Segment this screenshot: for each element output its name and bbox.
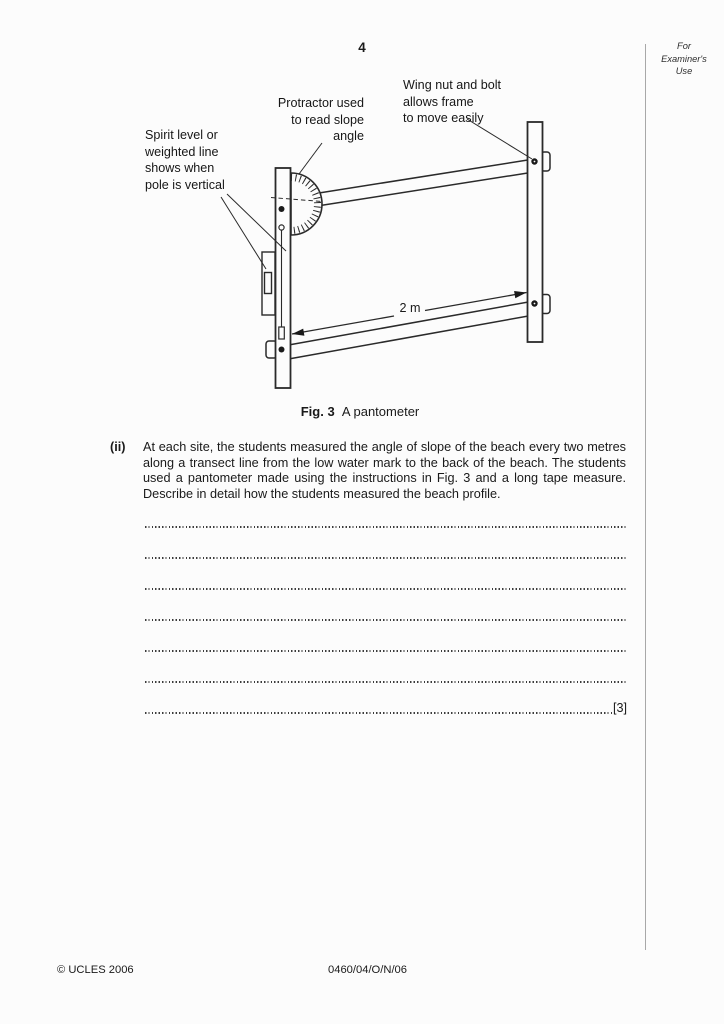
answer-line (145, 652, 627, 683)
pivot-bolt (279, 206, 285, 212)
question-number: (ii) (110, 440, 126, 454)
examiner-note-line: Examiner's (661, 53, 707, 64)
label-line: pole is vertical (145, 177, 225, 192)
plumb-anchor (279, 225, 284, 230)
footer-copyright: © UCLES 2006 (57, 964, 134, 976)
leader-line-spirit-level (221, 197, 266, 269)
answer-dotted-rule (145, 557, 627, 559)
answer-dotted-rule (145, 650, 627, 652)
leader-line-protractor (299, 143, 322, 174)
label-line: Wing nut and bolt (403, 78, 502, 92)
label-wing-nut (403, 77, 533, 127)
label-line: weighted line (145, 144, 219, 159)
answer-dotted-rule (145, 712, 612, 714)
figure-number: Fig. 3 (300, 404, 335, 419)
label-line: Protractor used (277, 96, 364, 110)
dimension-label: 2 m (399, 301, 421, 315)
examiner-note-line: For (677, 41, 691, 51)
answer-line (145, 497, 627, 528)
examiner-note-line: Use (675, 66, 693, 76)
answer-dotted-rule (145, 588, 627, 590)
label-line: angle (333, 129, 364, 143)
answer-dotted-rule (145, 681, 627, 683)
pantometer-diagram (0, 0, 724, 440)
left-pole (276, 168, 291, 388)
marks-badge: [3] (612, 701, 627, 715)
answer-lines (145, 497, 627, 714)
label-spirit-level (145, 127, 255, 193)
page-number: 4 (358, 40, 366, 55)
label-line: Spirit level or (145, 128, 218, 142)
answer-dotted-rule (145, 526, 627, 528)
protractor (291, 173, 322, 235)
label-line: allows frame (403, 94, 474, 109)
label-line: to move easily (403, 111, 484, 125)
right-pole (528, 122, 543, 342)
answer-dotted-rule (145, 619, 627, 621)
figure-title: A pantometer (341, 404, 420, 419)
figure-caption (145, 404, 575, 419)
answer-line (145, 683, 627, 714)
label-line: shows when (145, 161, 215, 175)
lower-bolt (279, 347, 285, 353)
answer-line (145, 528, 627, 559)
label-line: to read slope (291, 112, 364, 127)
top-bar (298, 159, 534, 209)
footer-paper-code: 0460/04/O/N/06 (328, 964, 407, 976)
label-protractor (240, 95, 364, 145)
spirit-level (262, 252, 275, 315)
question-text: At each site, the students measured the angle of slope of the beach every two metres along a transect line from the low water mark to the back of the beach. The students used a pantometer made using the instructions in Fig. 3 and a long tape measure. Describe in detail how the students measured the beach profile. (143, 440, 626, 502)
answer-line (145, 621, 627, 652)
answer-line (145, 590, 627, 621)
answer-line (145, 559, 627, 590)
